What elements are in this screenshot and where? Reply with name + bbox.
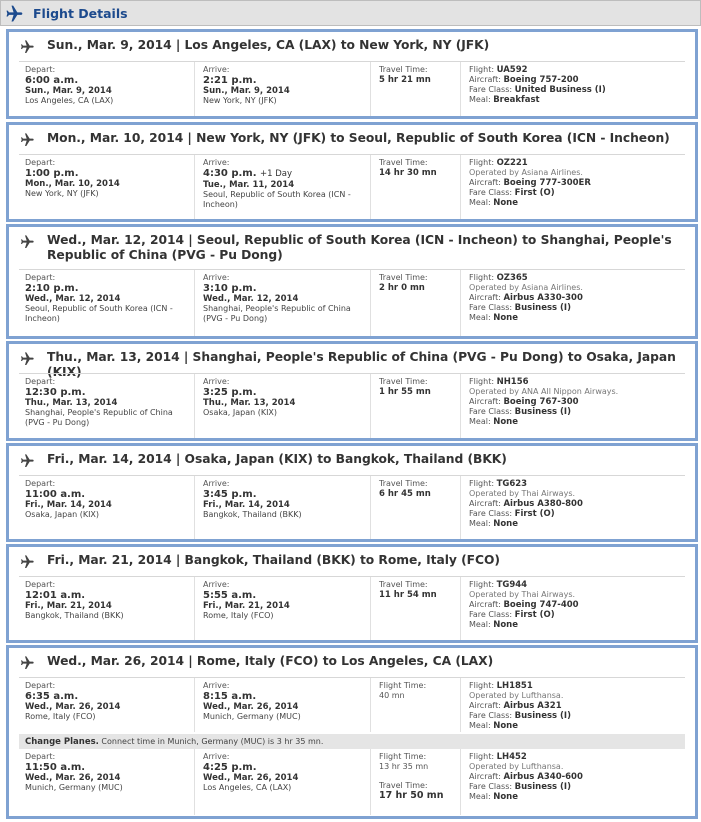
arrive-label: Arrive: [203, 681, 230, 690]
flight-segment [6, 224, 698, 339]
duration-label: Travel Time: [379, 158, 428, 167]
arrive-label: Arrive: [203, 752, 230, 761]
arrive-date: Wed., Mar. 26, 2014 [203, 702, 299, 712]
aircraft-value: Airbus A380-800 [503, 499, 583, 509]
arrive-city: Los Angeles, CA (LAX) [203, 783, 292, 792]
aircraft-value: Airbus A340-600 [503, 772, 583, 782]
flight-leg [19, 749, 685, 815]
duration-column [373, 678, 461, 732]
fare-value: Business (I) [514, 407, 571, 417]
change-planes-notice [19, 734, 685, 749]
segment-title: Fri., Mar. 21, 2014 | Bangkok, Thailand (BKK) to Rome, Italy (FCO) [47, 553, 500, 567]
operated-by: Operated by Thai Airways. [469, 489, 576, 498]
flight-number: LH452 [496, 752, 527, 762]
airplane-icon [19, 453, 35, 469]
duration-column [373, 62, 461, 116]
meal-label: Meal: [469, 620, 491, 629]
duration-column [373, 374, 461, 438]
meal-label: Meal: [469, 313, 491, 322]
arrive-column [197, 476, 371, 539]
aircraft-value: Airbus A330-300 [503, 293, 583, 303]
flight-label: Flight: [469, 752, 495, 761]
meal-label: Meal: [469, 519, 491, 528]
arrive-time: 5:55 a.m. [203, 590, 257, 601]
fare-value: First (O) [514, 509, 555, 519]
flight-time-label: Flight Time: [379, 752, 427, 761]
duration-value: 40 mn [379, 691, 405, 700]
flight-info-column [463, 678, 689, 732]
fare-label: Fare Class: [469, 407, 513, 416]
meal-value: None [493, 620, 518, 630]
meal-value: None [493, 417, 518, 427]
arrive-time: 8:15 a.m. [203, 691, 257, 702]
arrive-column [197, 678, 371, 732]
flight-number: NH156 [496, 377, 529, 387]
fare-label: Fare Class: [469, 85, 513, 94]
flight-number: TG944 [496, 580, 528, 590]
airplane-icon [19, 351, 35, 367]
duration-value: 14 hr 30 mn [379, 168, 437, 178]
fare-label: Fare Class: [469, 711, 513, 720]
flight-details-header [0, 0, 701, 26]
arrive-city: Shanghai, People's Republic of China (PVG - Pu Dong) [203, 304, 351, 323]
depart-label: Depart: [25, 158, 56, 167]
flight-number: TG623 [496, 479, 528, 489]
depart-date: Fri., Mar. 21, 2014 [25, 601, 112, 611]
next-day-badge: +1 Day [260, 169, 293, 179]
depart-date: Fri., Mar. 14, 2014 [25, 500, 112, 510]
duration-value: 1 hr 55 mn [379, 387, 431, 397]
airplane-icon [4, 4, 24, 24]
change-planes-label: Change Planes. [25, 737, 99, 747]
arrive-column [197, 749, 371, 815]
fare-label: Fare Class: [469, 188, 513, 197]
segment-title: Fri., Mar. 14, 2014 | Osaka, Japan (KIX) to Bangkok, Thailand (BKK) [47, 452, 507, 466]
arrive-time: 4:30 p.m. [203, 168, 257, 179]
aircraft-label: Aircraft: [469, 397, 501, 406]
depart-time: 11:50 a.m. [25, 762, 86, 773]
meal-value: None [493, 792, 518, 802]
arrive-city: Bangkok, Thailand (BKK) [203, 510, 302, 519]
depart-column [19, 62, 195, 116]
depart-city: Bangkok, Thailand (BKK) [25, 611, 124, 620]
operated-by: Operated by Thai Airways. [469, 590, 576, 599]
depart-time: 12:30 p.m. [25, 387, 86, 398]
flight-label: Flight: [469, 65, 495, 74]
flight-info-column [463, 577, 689, 640]
aircraft-label: Aircraft: [469, 701, 501, 710]
flight-number: LH1851 [496, 681, 533, 691]
duration-value: 2 hr 0 mn [379, 283, 425, 293]
arrive-column [197, 155, 371, 219]
operated-by: Operated by Asiana Airlines. [469, 168, 583, 177]
depart-city: New York, NY (JFK) [25, 189, 99, 198]
flight-number: UA592 [496, 65, 528, 75]
travel-time-value: 17 hr 50 mn [379, 790, 444, 801]
fare-value: Business (I) [514, 303, 571, 313]
flight-label: Flight: [469, 273, 495, 282]
fare-label: Fare Class: [469, 782, 513, 791]
aircraft-label: Aircraft: [469, 600, 501, 609]
fare-value: Business (I) [514, 711, 571, 721]
depart-time: 6:00 a.m. [25, 75, 79, 86]
flight-label: Flight: [469, 479, 495, 488]
depart-label: Depart: [25, 681, 56, 690]
meal-value: None [493, 721, 518, 731]
segment-title: Mon., Mar. 10, 2014 | New York, NY (JFK) to Seoul, Republic of South Korea (ICN - Incheon) [47, 131, 670, 145]
duration-column [373, 270, 461, 336]
segment-title: Thu., Mar. 13, 2014 | Shanghai, People's Republic of China (PVG - Pu Dong) to Osaka, Japan (KIX) [47, 350, 676, 379]
arrive-city: Osaka, Japan (KIX) [203, 408, 278, 417]
depart-city: Seoul, Republic of South Korea (ICN - Incheon) [25, 304, 173, 323]
operated-by: Operated by ANA All Nippon Airways. [469, 387, 619, 396]
fare-value: Business (I) [514, 782, 571, 792]
depart-time: 6:35 a.m. [25, 691, 79, 702]
flight-leg [19, 373, 685, 438]
depart-city: Rome, Italy (FCO) [25, 712, 96, 721]
duration-label: Flight Time: [379, 681, 427, 690]
depart-column [19, 270, 195, 336]
flight-label: Flight: [469, 377, 495, 386]
duration-column [373, 155, 461, 219]
depart-date: Wed., Mar. 12, 2014 [25, 294, 121, 304]
flight-leg [19, 61, 685, 116]
aircraft-value: Airbus A321 [503, 701, 562, 711]
aircraft-value: Boeing 767-300 [503, 397, 579, 407]
arrive-label: Arrive: [203, 65, 230, 74]
arrive-time: 2:21 p.m. [203, 75, 257, 86]
duration-label: Travel Time: [379, 580, 428, 589]
flight-label: Flight: [469, 681, 495, 690]
arrive-date: Wed., Mar. 12, 2014 [203, 294, 299, 304]
meal-label: Meal: [469, 95, 491, 104]
flight-info-column [463, 749, 689, 815]
depart-date: Thu., Mar. 13, 2014 [25, 398, 118, 408]
aircraft-label: Aircraft: [469, 75, 501, 84]
flight-segment [6, 122, 698, 222]
arrive-label: Arrive: [203, 580, 230, 589]
arrive-column [197, 270, 371, 336]
flight-info-column [463, 155, 689, 219]
arrive-label: Arrive: [203, 158, 230, 167]
segment-title: Wed., Mar. 12, 2014 | Seoul, Republic of South Korea (ICN - Incheon) to Shanghai, People's Republic of China (PVG - Pu Dong) [47, 233, 672, 262]
duration-value: 6 hr 45 mn [379, 489, 431, 499]
depart-label: Depart: [25, 479, 56, 488]
meal-value: None [493, 519, 518, 529]
airplane-icon [19, 39, 35, 55]
duration-column [373, 749, 461, 815]
arrive-label: Arrive: [203, 479, 230, 488]
flight-leg [19, 154, 685, 219]
arrive-date: Wed., Mar. 26, 2014 [203, 773, 299, 783]
operated-by: Operated by Lufthansa. [469, 691, 564, 700]
arrive-city: Rome, Italy (FCO) [203, 611, 274, 620]
depart-date: Wed., Mar. 26, 2014 [25, 773, 121, 783]
flight-label: Flight: [469, 580, 495, 589]
flight-segment [6, 645, 698, 819]
arrive-column [197, 577, 371, 640]
arrive-column [197, 374, 371, 438]
change-planes-text: Connect time in Munich, Germany (MUC) is 3 hr 35 mn. [101, 737, 324, 746]
depart-date: Wed., Mar. 26, 2014 [25, 702, 121, 712]
meal-value: None [493, 198, 518, 208]
aircraft-value: Boeing 777-300ER [503, 178, 591, 188]
depart-label: Depart: [25, 580, 56, 589]
arrive-date: Fri., Mar. 21, 2014 [203, 601, 290, 611]
flight-time-value: 13 hr 35 mn [379, 762, 429, 771]
duration-label: Travel Time: [379, 377, 428, 386]
aircraft-value: Boeing 747-400 [503, 600, 579, 610]
flight-info-column [463, 374, 689, 438]
flight-number: OZ221 [496, 158, 528, 168]
arrive-time: 4:25 p.m. [203, 762, 257, 773]
aircraft-value: Boeing 757-200 [503, 75, 579, 85]
flight-number: OZ365 [496, 273, 528, 283]
flight-segment [6, 341, 698, 441]
meal-value: None [493, 313, 518, 323]
flight-segment [6, 544, 698, 643]
arrive-city: New York, NY (JFK) [203, 96, 277, 105]
depart-label: Depart: [25, 273, 56, 282]
depart-column [19, 476, 195, 539]
airplane-icon [19, 234, 35, 250]
duration-value: 11 hr 54 mn [379, 590, 437, 600]
airplane-icon [19, 655, 35, 671]
fare-label: Fare Class: [469, 509, 513, 518]
depart-label: Depart: [25, 752, 56, 761]
arrive-date: Thu., Mar. 13, 2014 [203, 398, 296, 408]
meal-label: Meal: [469, 792, 491, 801]
flight-info-column [463, 270, 689, 336]
meal-label: Meal: [469, 198, 491, 207]
meal-label: Meal: [469, 721, 491, 730]
depart-column [19, 678, 195, 732]
arrive-date: Sun., Mar. 9, 2014 [203, 86, 290, 96]
aircraft-label: Aircraft: [469, 499, 501, 508]
depart-column [19, 155, 195, 219]
panel-title: Flight Details [33, 6, 128, 21]
duration-label: Travel Time: [379, 273, 428, 282]
flight-leg [19, 677, 685, 732]
depart-time: 11:00 a.m. [25, 489, 86, 500]
arrive-date: Tue., Mar. 11, 2014 [203, 180, 295, 190]
meal-value: Breakfast [493, 95, 540, 105]
fare-value: United Business (I) [514, 85, 606, 95]
fare-label: Fare Class: [469, 610, 513, 619]
arrive-time: 3:25 p.m. [203, 387, 257, 398]
duration-column [373, 577, 461, 640]
flight-segment [6, 443, 698, 542]
arrive-time: 3:10 p.m. [203, 283, 257, 294]
fare-value: First (O) [514, 610, 555, 620]
aircraft-label: Aircraft: [469, 178, 501, 187]
duration-label: Travel Time: [379, 479, 428, 488]
segment-title: Wed., Mar. 26, 2014 | Rome, Italy (FCO) to Los Angeles, CA (LAX) [47, 654, 494, 668]
meal-label: Meal: [469, 417, 491, 426]
fare-value: First (O) [514, 188, 555, 198]
flight-leg [19, 269, 685, 336]
flight-info-column [463, 62, 689, 116]
flight-leg [19, 475, 685, 539]
depart-time: 2:10 p.m. [25, 283, 79, 294]
depart-time: 1:00 p.m. [25, 168, 79, 179]
depart-city: Shanghai, People's Republic of China (PVG - Pu Dong) [25, 408, 173, 427]
aircraft-label: Aircraft: [469, 293, 501, 302]
flight-info-column [463, 476, 689, 539]
duration-value: 5 hr 21 mn [379, 75, 431, 85]
flight-label: Flight: [469, 158, 495, 167]
travel-time-label: Travel Time: [379, 781, 428, 790]
depart-column [19, 374, 195, 438]
arrive-column [197, 62, 371, 116]
depart-city: Munich, Germany (MUC) [25, 783, 123, 792]
depart-label: Depart: [25, 377, 56, 386]
depart-label: Depart: [25, 65, 56, 74]
arrive-date: Fri., Mar. 14, 2014 [203, 500, 290, 510]
depart-column [19, 749, 195, 815]
depart-date: Sun., Mar. 9, 2014 [25, 86, 112, 96]
depart-column [19, 577, 195, 640]
duration-label: Travel Time: [379, 65, 428, 74]
operated-by: Operated by Asiana Airlines. [469, 283, 583, 292]
operated-by: Operated by Lufthansa. [469, 762, 564, 771]
arrive-time: 3:45 p.m. [203, 489, 257, 500]
aircraft-label: Aircraft: [469, 772, 501, 781]
airplane-icon [19, 132, 35, 148]
duration-column [373, 476, 461, 539]
arrive-label: Arrive: [203, 273, 230, 282]
arrive-label: Arrive: [203, 377, 230, 386]
depart-city: Los Angeles, CA (LAX) [25, 96, 114, 105]
depart-city: Osaka, Japan (KIX) [25, 510, 100, 519]
flight-leg [19, 576, 685, 640]
arrive-city: Munich, Germany (MUC) [203, 712, 301, 721]
airplane-icon [19, 554, 35, 570]
depart-date: Mon., Mar. 10, 2014 [25, 179, 120, 189]
flight-segment [6, 29, 698, 119]
arrive-city: Seoul, Republic of South Korea (ICN - Incheon) [203, 190, 351, 209]
depart-time: 12:01 a.m. [25, 590, 86, 601]
segment-title: Sun., Mar. 9, 2014 | Los Angeles, CA (LAX) to New York, NY (JFK) [47, 38, 490, 52]
fare-label: Fare Class: [469, 303, 513, 312]
